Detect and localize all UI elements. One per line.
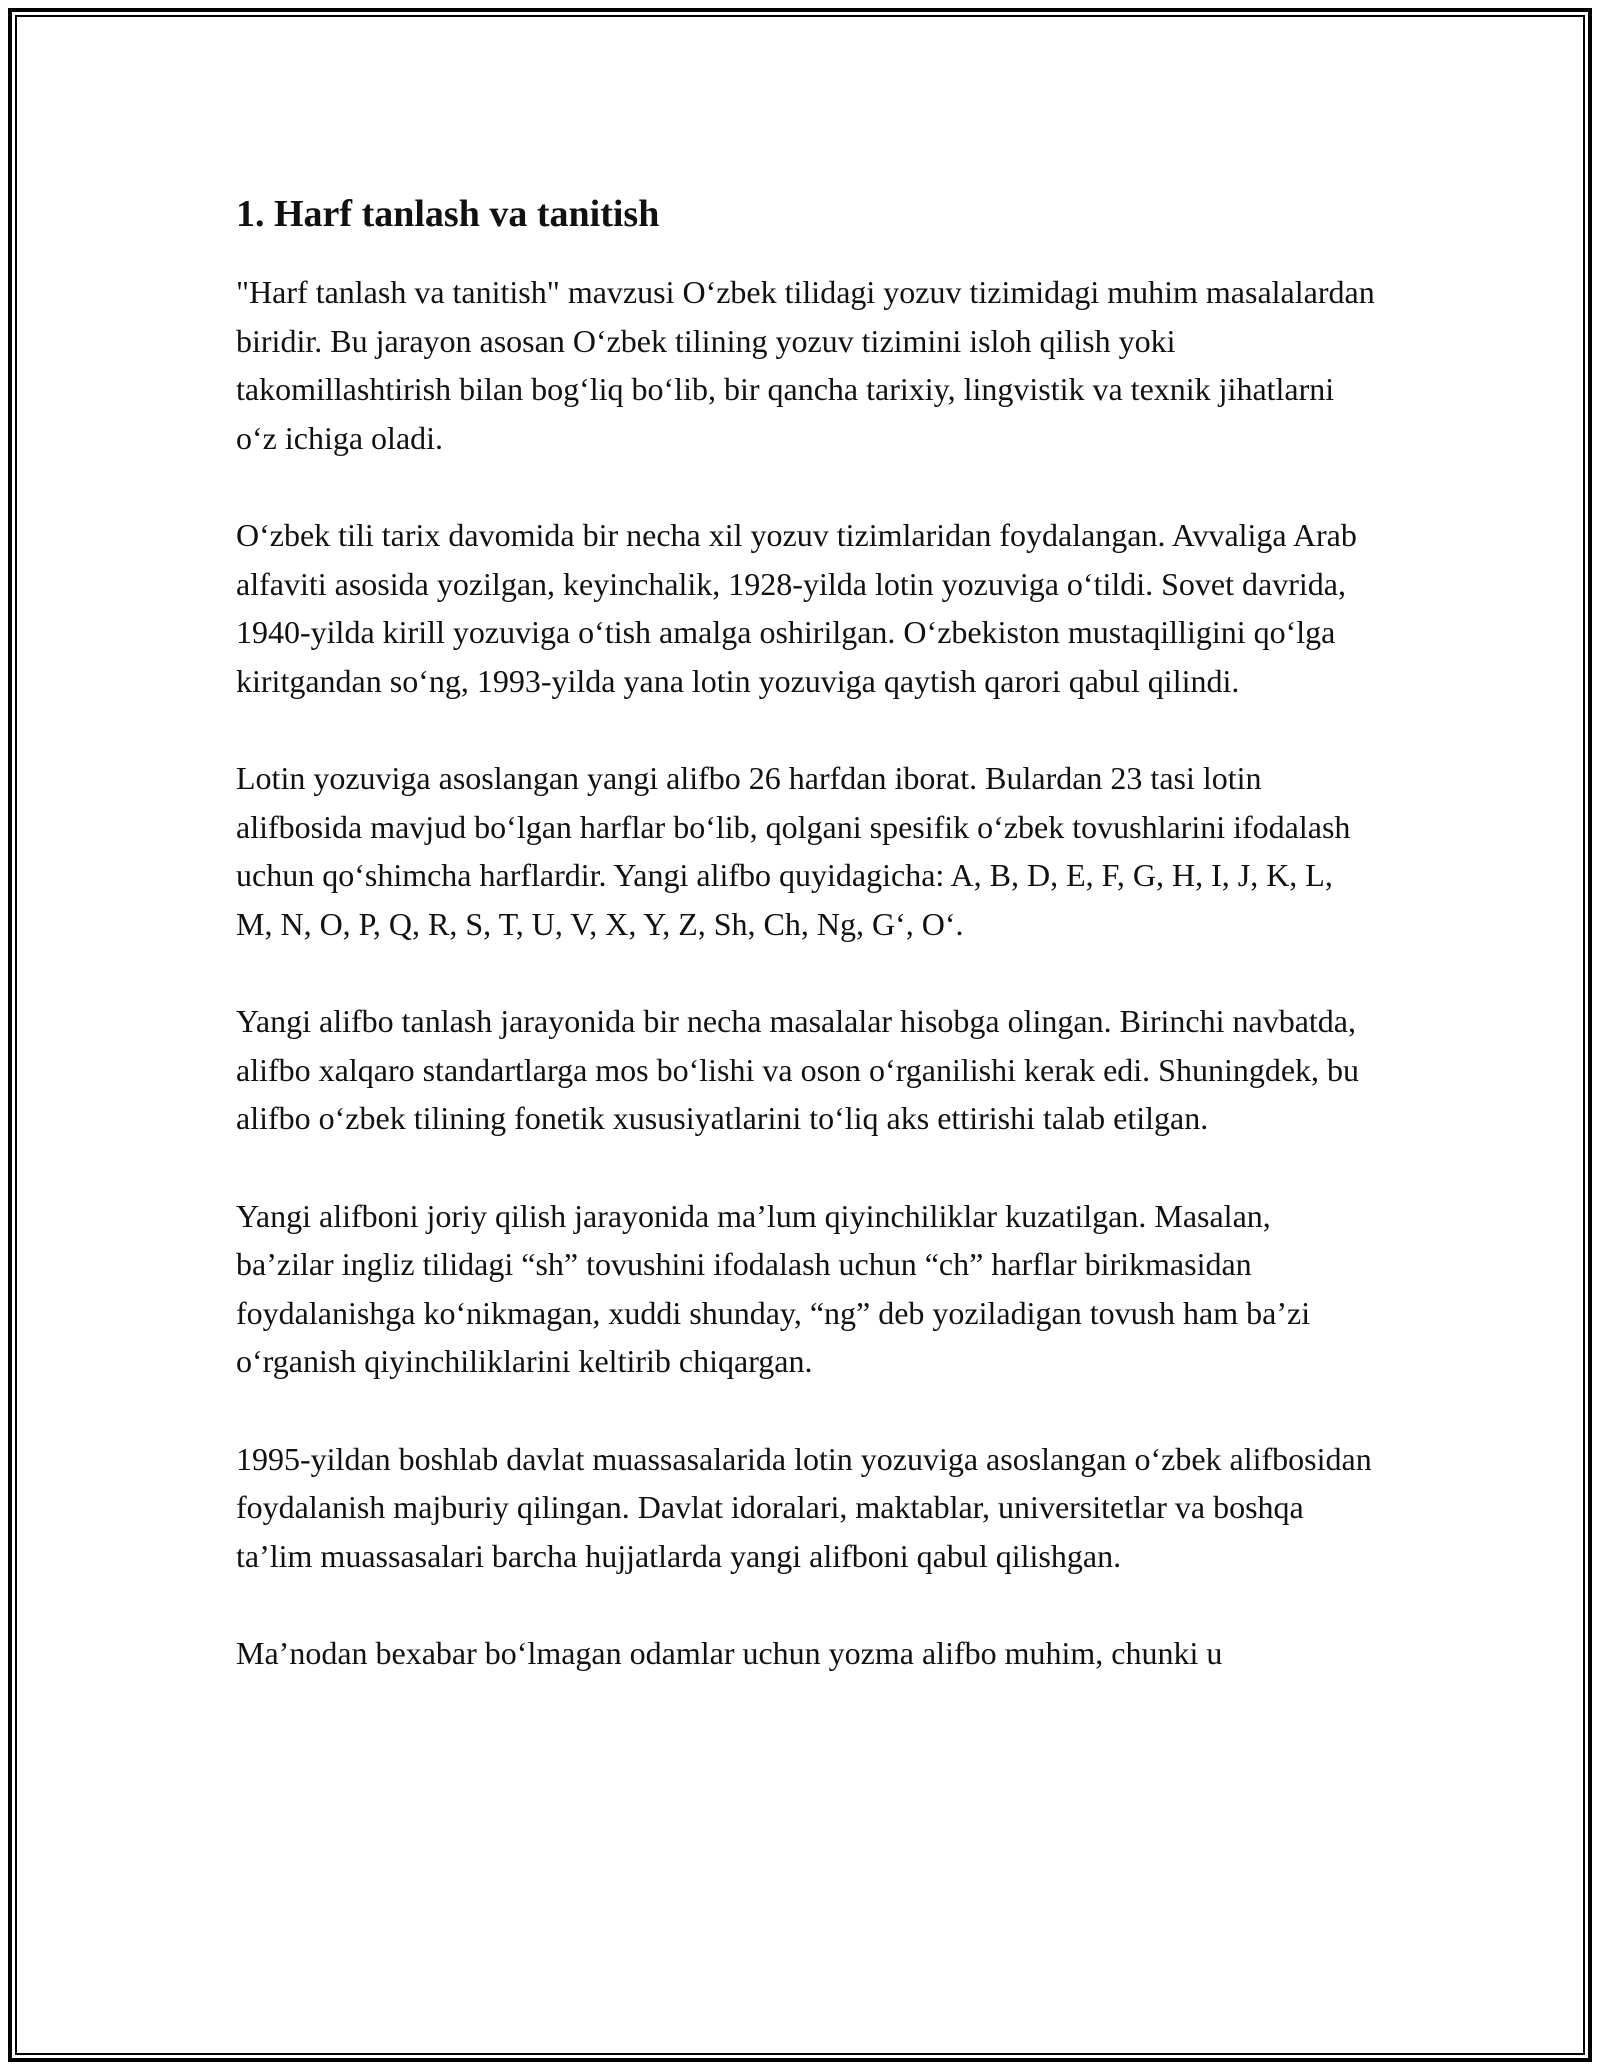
- paragraph-adoption: 1995-yildan boshlab davlat muassasalarida lotin yozuviga asoslangan o‘zbek alifbosidan foydalanish majburiy qilingan. Davlat idoralari, maktablar, universitetlar va boshqa ta’lim muassasalari barcha hujjatlarda yangi alifboni qabul qilishgan.: [236, 1440, 1372, 1574]
- paragraph-alphabet: Lotin yozuviga asoslangan yangi alifbo 26 harfdan iborat. Bulardan 23 tasi lotin alifbosida mavjud bo‘lgan harflar bo‘lib, qolgani spesifik o‘zbek tovushlarini ifodalash uchun qo‘shimcha harflardir. Yangi alifbo quyidagicha: A, B, D, E, F, G, H, I, J, K, L, M, N, O, P, Q, R, S, T, U, V, X, Y, Z, Sh, Ch, Ng, G‘, O‘.: [236, 760, 1351, 942]
- paragraph-intro: "Harf tanlash va tanitish" mavzusi O‘zbek tilidagi yozuv tizimidagi muhim masalalardan biridir. Bu jarayon asosan O‘zbek tilining yozuv tizimini isloh qilish yoki takomillashtirish bilan bog‘liq bo‘lib, bir qancha tarixiy, lingvistik va texnik jihatlarni o‘z ichiga oladi.: [236, 274, 1375, 456]
- paragraph-difficulties: Yangi alifboni joriy qilish jarayonida ma’lum qiyinchiliklar kuzatilgan. Masalan, ba’zilar ingliz tilidagi “sh” tovushini ifodalash uchun “ch” harflar birikmasidan foydalanishga ko‘nikmagan, xuddi shunday, “ng” deb yoziladigan tovush ham ba’zi o‘rganish qiyinchiliklarini keltirib chiqargan.: [236, 1197, 1311, 1379]
- section-heading: 1. Harf tanlash va tanitish: [236, 193, 660, 235]
- paragraph-conclusion-partial: Ma’nodan bexabar bo‘lmagan odamlar uchun yozma alifbo muhim, chunki u: [236, 1635, 1223, 1671]
- paragraph-selection-criteria: Yangi alifbo tanlash jarayonida bir necha masalalar hisobga olingan. Birinchi navbatda, alifbo xalqaro standartlarga mos bo‘lishi va oson o‘rganilishi kerak edi. Shuningdek, bu alifbo o‘zbek tilining fonetik xususiyatlarini to‘liq aks ettirishi talab etilgan.: [236, 1003, 1360, 1136]
- paragraph-history: O‘zbek tili tarix davomida bir necha xil yozuv tizimlaridan foydalangan. Avvaliga Arab alfaviti asosida yozilgan, keyinchalik, 1928-yilda lotin yozuviga o‘tildi. Sovet davrida, 1940-yilda kirill yozuviga o‘tish amalga oshirilgan. O‘zbekiston mustaqilligini qo‘lga kiritgandan so‘ng, 1993-yilda yana lotin yozuviga qaytish qarori qabul qilindi.: [236, 517, 1357, 699]
- document-body: [236, 188, 1376, 1727]
